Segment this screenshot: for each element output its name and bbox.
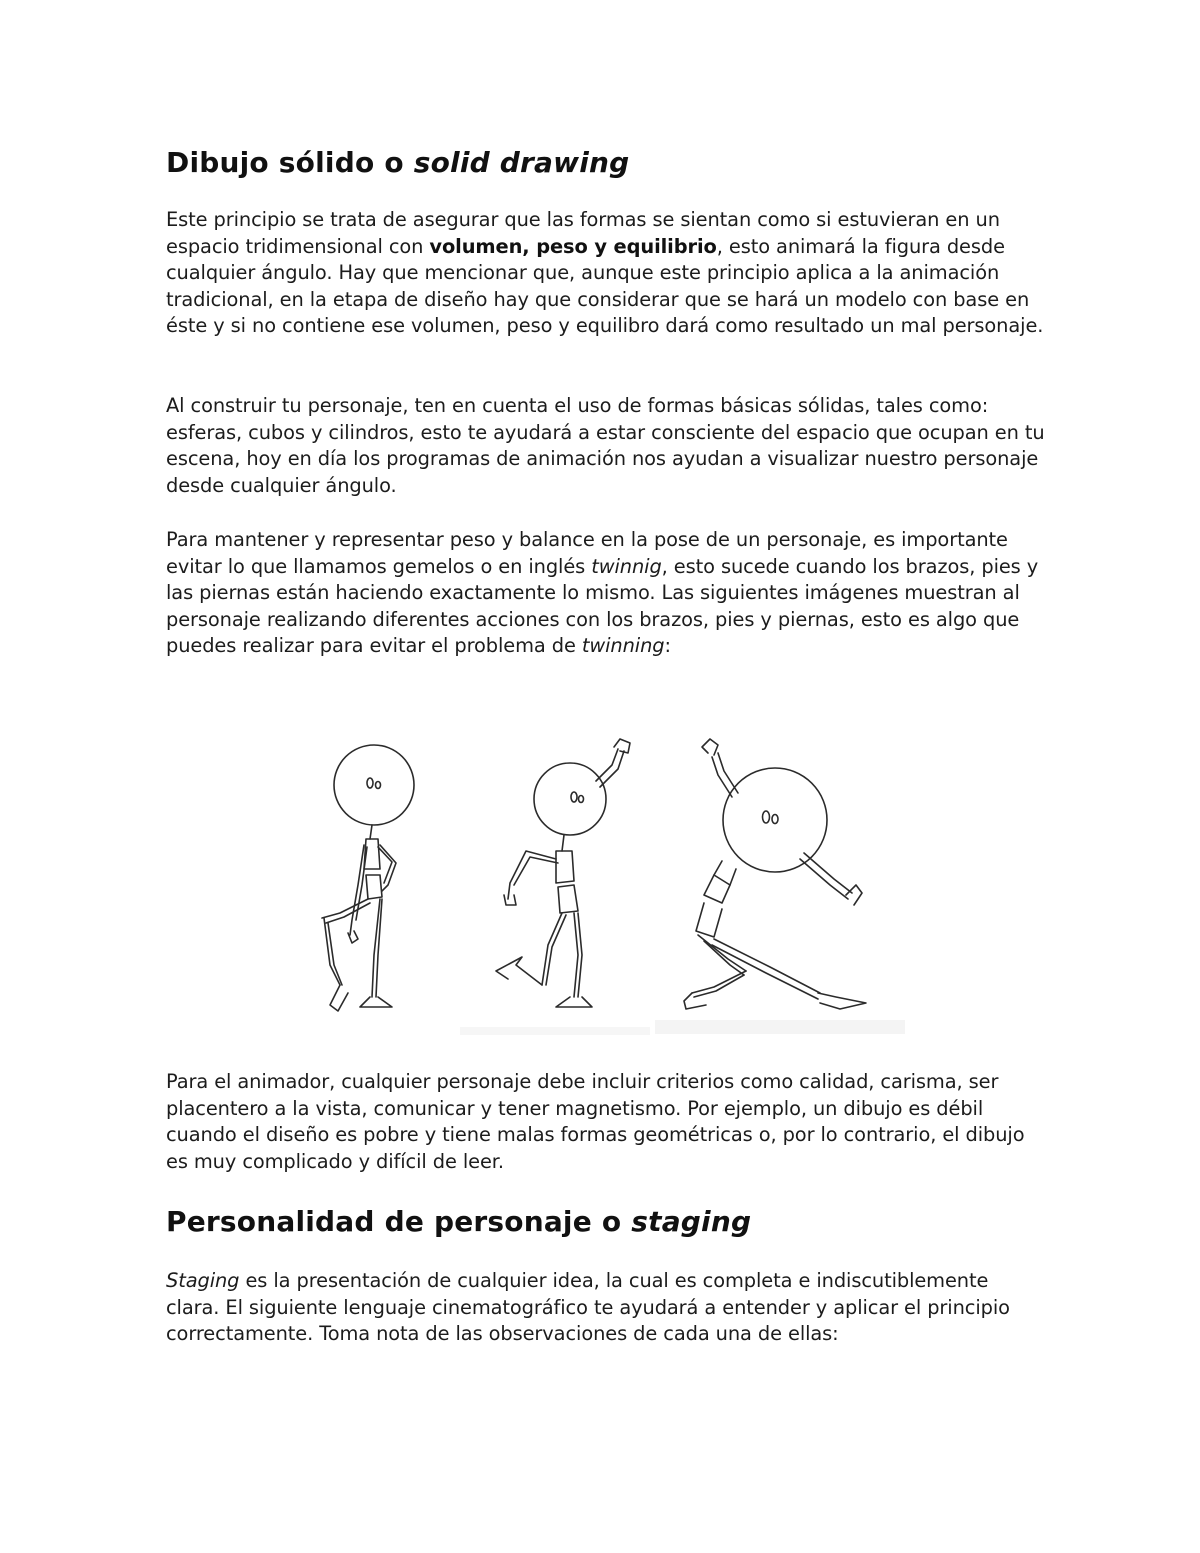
paragraph-twinning — [166, 527, 1046, 660]
paragraph-text: es la presentación de cualquier idea, la cual es completa e indiscutiblemente clara. El siguiente lenguaje cinematográfico te ayudará a entender y aplicar el principio correctamente. Toma nota de las observaciones de cada una de ellas: — [166, 1269, 1010, 1346]
paragraph-criteria — [166, 1069, 1046, 1175]
paragraph-text: Al construir tu personaje, ten en cuenta el uso de formas básicas sólidas, tales como: esferas, cubos y cilindros, esto te ayudará a estar consciente del espacio que ocupan en tu escena, hoy en día los programas de animación nos ayudan a visualizar nuestro personaje desde cualquier ángulo. — [166, 394, 1045, 497]
paragraph-text: , esto sucede cuando los brazos, pies y las piernas están haciendo exactamente lo mismo. Las siguientes imágenes muestran al personaje realizando diferentes acciones con los brazos, pies y piernas, esto es algo que puedes realizar para evitar el problema de — [166, 554, 1039, 658]
paragraph-text: : — [664, 634, 671, 658]
figure-crouching — [684, 739, 866, 1009]
title-italic-text: staging — [631, 1205, 752, 1238]
paragraph-intro — [166, 207, 1046, 340]
title-italic-text: solid drawing — [413, 146, 630, 179]
paragraph-text: Para el animador, cualquier personaje debe incluir criterios como calidad, carisma, ser placentero a la vista, comunicar y tener magnetismo. Por ejemplo, un dibujo es débil cuando el diseño es pobre y tiene malas formas geométricas o, por lo contrario, el dibujo es muy complicado y difícil de leer. — [166, 1070, 1025, 1173]
paragraph-shapes — [166, 393, 1046, 499]
paragraph-text: , esto animará la figura desde cualquier ángulo. Hay que mencionar que, aunque este principio aplica a la animación tradicional, en la etapa de diseño hay que considerar que se hará un modelo con base en éste y si no contiene ese volumen, peso y equilibro dará como resultado un mal personaje. — [166, 234, 1044, 338]
italic-text: Staging — [166, 1269, 240, 1292]
paragraph-text: Para mantener y representar peso y balance en la pose de un personaje, es importante evitar lo que llamamos gemelos o en inglés — [166, 528, 1008, 578]
section-title-solid-drawing — [166, 146, 629, 179]
title-text: Personalidad de personaje o — [166, 1205, 632, 1238]
italic-text: twinnig — [591, 554, 662, 578]
italic-text: twinning — [581, 634, 665, 658]
paragraph-text: Este principio se trata de asegurar que las formas se sientan como si estuvieran en un espacio tridimensional con — [166, 208, 1000, 258]
paragraph-staging — [166, 1268, 1046, 1348]
title-text: Dibujo sólido o — [166, 146, 414, 179]
figure-standing — [322, 745, 414, 1011]
bold-text: volumen, peso y equilibrio — [429, 234, 717, 258]
stick-figures-drawing — [300, 735, 910, 1040]
stick-figures-illustration — [300, 735, 910, 1040]
figure-running — [496, 739, 630, 1007]
section-title-staging — [166, 1205, 751, 1238]
